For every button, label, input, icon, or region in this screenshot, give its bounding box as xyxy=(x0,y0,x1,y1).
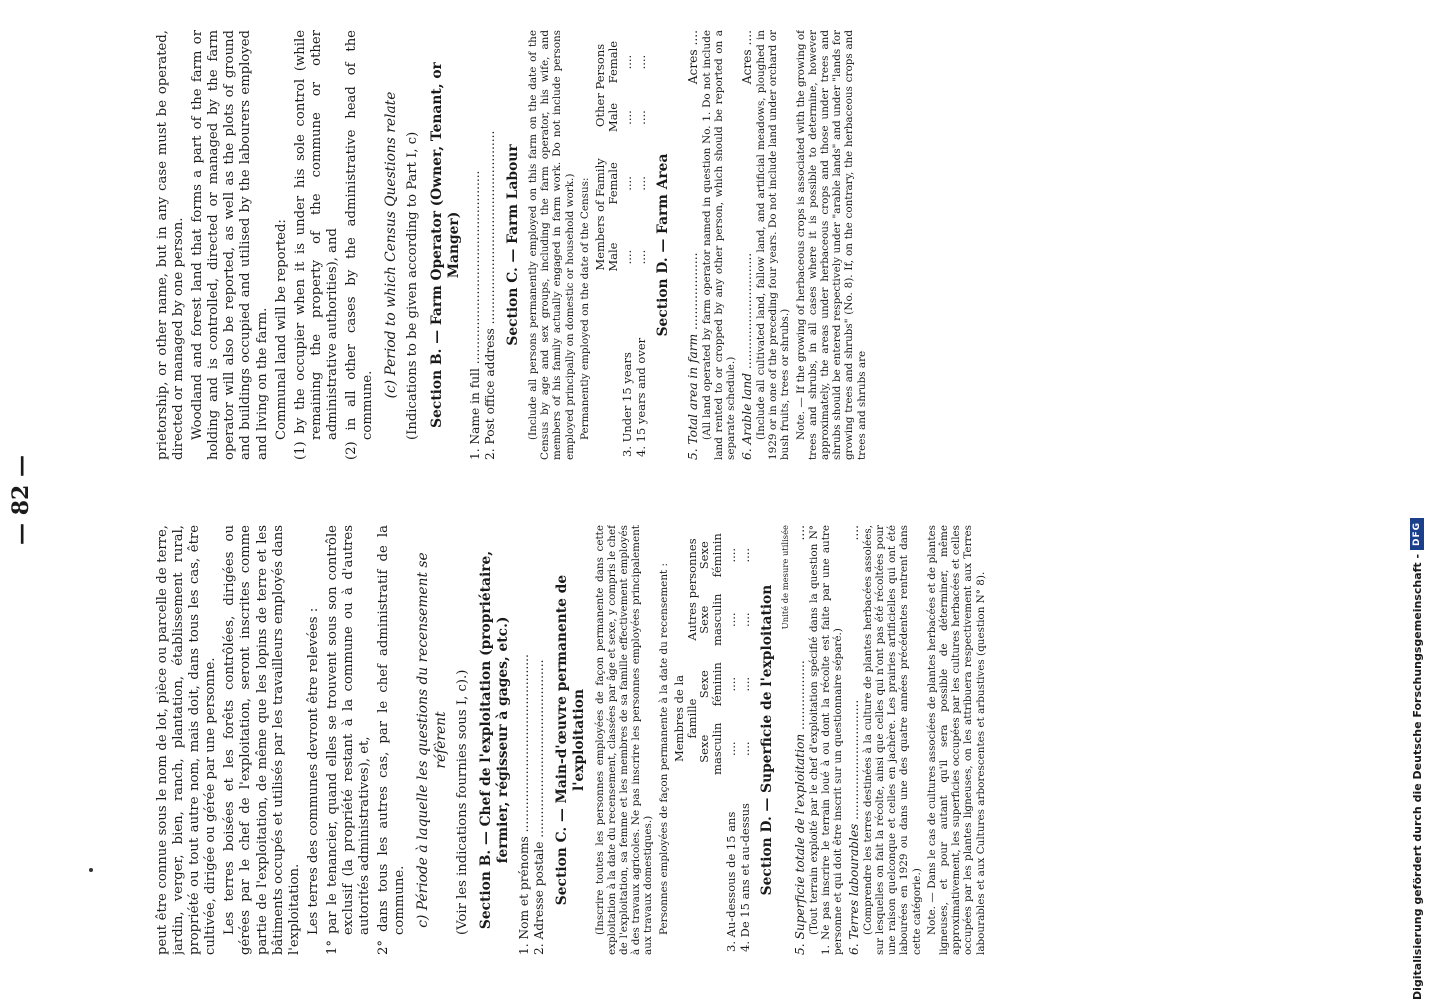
french-column xyxy=(155,525,1295,955)
scan-speck xyxy=(89,868,93,872)
fr-table-group-family: Membres de la famille xyxy=(671,674,699,763)
en-item6: 6. Arable land .............................. Acres .... xyxy=(740,30,755,460)
en-col-female-1: Female xyxy=(605,162,620,205)
en-table-group-other: Other Persons xyxy=(592,43,607,127)
page-number: — 82 — xyxy=(8,455,34,545)
en-communal-1: (1) by the occupier when it is under his sole control (while remaining the property of the commune or other administrative authorities), and xyxy=(292,30,340,460)
fr-sectionD-heading: Section D. — Superficie de l'exploitation xyxy=(759,584,776,896)
en-row1-label: 3. Under 15 years xyxy=(619,352,634,457)
digitization-credit xyxy=(1410,0,1424,1000)
en-col-female-2: Female xyxy=(605,40,620,84)
fr-woodland: Les terres boisées et les forêts contrôlées, dirigées ou gérées par le chef de l'exploitation, seront inscrites comme partie de l'exploitation, de même que les lopins de terre et les bâtiments occupés et utilisés par les travailleurs employés dans l'exploitation. xyxy=(222,525,302,955)
fr-item5-note: (Tout terrain exploité par le chef d'exploitation spécifié dans la question N° 1. Ne pas inscrire le terrain loué à ou dont la récolte est faite par une autre personne et qui doit être inscrit sur un questionnaire séparé.) xyxy=(807,525,844,955)
fr-row1-label: 3. Au-dessous de 15 ans xyxy=(724,811,739,952)
dfg-logo: DFG xyxy=(1410,518,1424,550)
fr-col-male-1: Sexe masculin xyxy=(697,722,725,775)
en-labour-table xyxy=(594,30,648,460)
en-col-male-2: Male xyxy=(605,102,620,133)
en-period-heading: (c) Period to which Census Questions relate xyxy=(383,91,400,399)
fr-note: Note. — Dans le cas de cultures associées de plantes herbacées et de plantes ligneuses, et pour autant qu'il sera possible de déterminer, même approximativement, les superficies occupées par les cultures herbacées et celles occupées par les plantes ligneuses, on les attribuera respectivement aux Terres labourables et aux Cultures arborescentes et arbustives (question N° 8). xyxy=(925,525,987,955)
en-row2-label: 4. 15 years and over xyxy=(633,337,648,457)
table-row: 4. 15 years and over .... .... .... .... xyxy=(634,30,648,460)
en-note: Note. — If the growing of herbaceous crops is associated with the growing of trees and shrubs, in all cases where it is possible to determine, however approximately, the areas under herbaceous crops and those under trees and shrubs should be entered respectively under "arable lands" and under "lands for growing trees and shrubs" (No. 8). If, on the contrary, the herbaceous crops and trees and shrubs are xyxy=(794,30,868,460)
en-period-note: (Indications to be given according to Part I, c) xyxy=(405,131,421,440)
en-sectionB-heading: Section B. — Farm Operator (Owner, Tenant, or Manger) xyxy=(428,62,462,428)
en-item5: 5. Total area in farm .................... Acres .... xyxy=(685,30,700,460)
fr-item6-note: (Comprendre les terres destinées à la culture de plantes herbacées assolées, sur lesquelles on fait la récolte, ainsi que celles qui n'ont pas été récoltées pour une raison quelconque et celles en jachère. Les prairies artificielles qui ont été labourées en 1929 ou dans une des quatre années précédentes rentrent dans cette catégorie.) xyxy=(861,525,923,955)
credit-text: Digitalisierung gefördert durch die Deutsche Forschungsgemeinschaft - xyxy=(1410,553,1424,1000)
en-table-group-family: Members of Family xyxy=(592,158,607,271)
en-sectionC-note: (Include all persons permanently employed on this farm on the date of the Census by age and sex groups, including the farm operator, his wife, and members of his family actually engaged in farm work. Do not include persons employed principally on domestic or household work.) xyxy=(527,30,576,460)
fr-communal-1: 1° par le tenancier, quand elles se trouvent sous son contrôle exclusif (la propriété restant à la commune ou à d'autres autorités administratives), et, xyxy=(324,525,373,955)
en-communal: Communal land will be reported: xyxy=(273,219,289,440)
fr-col-male-2: Sexe masculin xyxy=(697,593,725,646)
fr-intro: peut être connue sous le nom de lot, pièce ou parcelle de terre, jardin, verger, bien, ranch, plantation, établissement rural, propriété ou tout autre nom, mais doit, dans tous les cas, être cultivée, dirigée ou gérée par une personne. xyxy=(155,525,219,955)
fr-sectionB-item2: 2. Adresse postale .............................................. xyxy=(532,659,547,955)
fr-item5: 5. Superficie totale de l'exploitation .................. .... xyxy=(792,525,807,955)
fr-communal-2: 2° dans tous les autres cas, par le chef administratif de la commune. xyxy=(376,525,408,955)
table-row: 3. Au-dessous de 15 ans .... .... .... .... xyxy=(724,525,738,955)
en-communal-2: (2) in all other cases by the administrative head of the commune. xyxy=(344,30,376,460)
en-sectionB-item2: 2. Post office address .................................................. xyxy=(482,130,497,460)
en-sectionD-heading: Section D. — Farm Area xyxy=(654,153,671,337)
fr-sectionC-heading: Section C. — Main-d'œuvre permanente de l'exploitation xyxy=(554,574,588,906)
fr-sectionC-perm: Personnes employées de façon permanente à la date du recensement : xyxy=(657,563,670,935)
fr-item6: 6. Terres labourables ............................... .... xyxy=(847,525,862,955)
fr-sectionB-item1: 1. Nom et prénoms .............................................. xyxy=(517,654,532,955)
fr-col-female-1: Sexe féminin xyxy=(697,662,725,707)
en-item6-note: (Include all cultivated land, fallow land, and artificial meadows, ploughed in 1929 or in one of the preceding four years. Do not include land under orchard or bush fruits, trees or shrubs.) xyxy=(755,30,792,460)
en-sectionC-perm: Permanently employed on the date of the Census: xyxy=(578,177,591,440)
fr-sectionC-note: (Inscrire toutes les personnes employées de façon permanente dans cette exploitation à la date du recensement, classées par âge et sexe, y compris le chef de l'exploitation, sa femme et les membres de sa famille effectivement employés à des travaux agricoles. Ne pas inscrire les personnes employées principalement aux travaux domestiques.) xyxy=(593,525,655,955)
fr-period-note: (Voir les indications fournies sous I, c).) xyxy=(454,669,470,935)
en-woodland: Woodland and forest land that forms a part of the farm or holding and is controlled, directed or managed by the farm operator will also be reported, as well as the plots of ground and buildings occupied and utilised by the labourers employed and living on the farm. xyxy=(190,30,270,460)
fr-table-group-other: Autres personnes xyxy=(684,538,699,641)
fr-sectionB-heading: Section B. — Chef de l'exploitation (propriétaire, fermier, régisseur à gages, etc.) xyxy=(477,550,512,930)
fr-period-heading: c) Période à laquelle les questions du recensement se réfèrent xyxy=(415,552,449,928)
fr-labour-table xyxy=(673,525,753,955)
en-sectionC-heading: Section C. — Farm Labour xyxy=(504,144,521,346)
table-row: 4. De 15 ans et au-dessus .... .... .... .... xyxy=(738,525,752,955)
fr-col-female-2: Sexe féminin xyxy=(697,533,725,578)
english-column xyxy=(155,30,1295,460)
fr-row2-label: 4. De 15 ans et au-dessus xyxy=(738,803,753,952)
table-row: 3. Under 15 years .... .... .... .... xyxy=(620,30,634,460)
fr-communal: Les terres des communes devront être relevées : xyxy=(305,607,321,935)
en-col-male-1: Male xyxy=(605,242,620,272)
en-sectionB-item1: 1. Name in full .................................................. xyxy=(468,170,483,460)
en-intro: prietorship, or other name, but in any case must be operated, directed or managed by one person. xyxy=(155,30,187,460)
en-item5-note: (All land operated by farm operator named in question No. 1. Do not include land rented to or cropped by any other person, which should be reported on a separate schedule.) xyxy=(700,30,738,460)
fr-unit-label: Unité de mesure utilisée xyxy=(780,525,791,630)
